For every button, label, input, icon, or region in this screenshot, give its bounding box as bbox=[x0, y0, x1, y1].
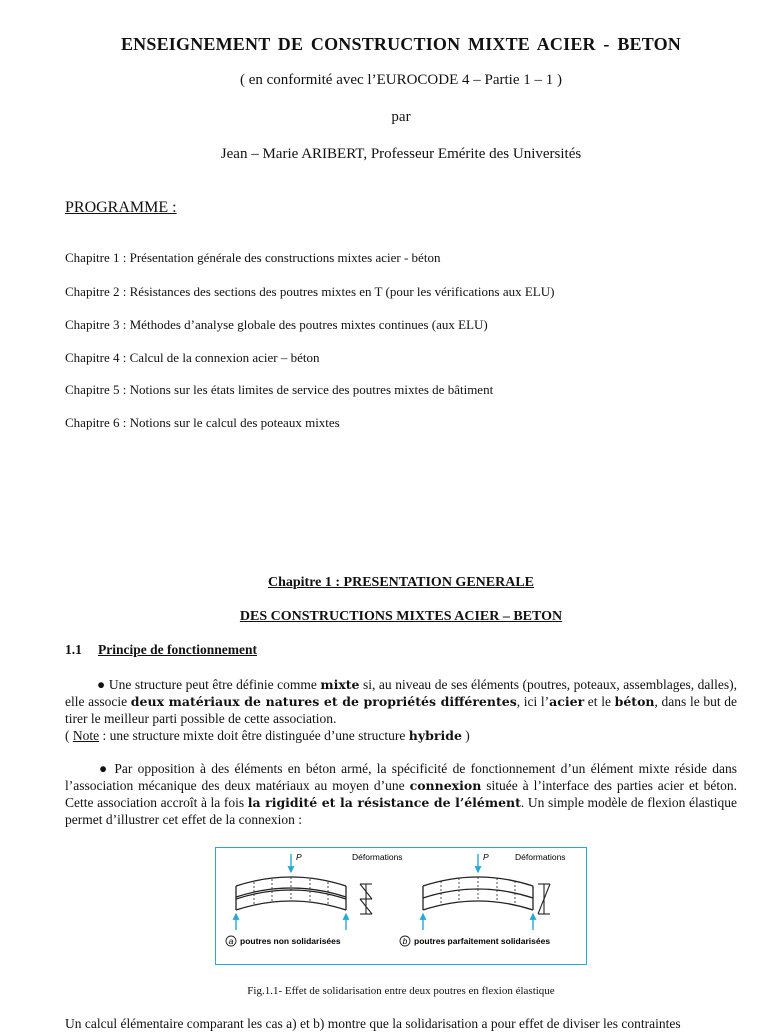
deformation-label-b: Déformations bbox=[515, 852, 566, 862]
section-title: Principe de fonctionnement bbox=[98, 642, 257, 657]
deformation-label-a: Déformations bbox=[352, 852, 403, 862]
caption-connected: poutres parfaitement solidarisées bbox=[414, 936, 551, 946]
paragraph-mixte-definition: ● Une structure peut être définie comme mixte si, au niveau de ses éléments (poutres, poteaux, assemblages, dalles), elle associe deux matériaux de natures et de propriétés différentes, ici l’acier et le béton, dans le but de tirer le meilleur parti possible de cette association. bbox=[65, 677, 737, 726]
strain-diagram-connected bbox=[538, 884, 550, 914]
load-label-b: P bbox=[483, 852, 489, 862]
strain-diagram-unconnected bbox=[360, 884, 372, 914]
caption-unconnected: poutres non solidarisées bbox=[240, 936, 341, 946]
chapter-subtitle: DES CONSTRUCTIONS MIXTES ACIER – BETON bbox=[239, 609, 563, 624]
load-label-a: P bbox=[296, 852, 302, 862]
support-arrows bbox=[236, 914, 346, 930]
svg-text:b: b bbox=[402, 936, 408, 946]
chapter-list-item: Chapitre 3 : Méthodes d’analyse globale des poutres mixtes continues (aux ELU) bbox=[65, 317, 488, 332]
beam-pair-connected bbox=[423, 877, 533, 910]
chapter-list-item: Chapitre 1 : Présentation générale des constructions mixtes acier - béton bbox=[65, 250, 441, 265]
by-line: par bbox=[391, 109, 411, 125]
section-heading bbox=[65, 642, 257, 658]
paragraph-connexion: ● Par opposition à des éléments en béton armé, la spécificité de fonctionnement d’un élément mixte réside dans l’association mécanique des deux matériaux au moyen d’une connexion située à l’interface des parties acier et béton. Cette association accroît à la fois la rigidité et la résistance de l’élément. Un simple modèle de flexion élastique permet d’illustrer cet effet de la connexion : bbox=[65, 761, 738, 827]
section-number: 1.1 bbox=[65, 642, 82, 657]
support-arrows bbox=[423, 914, 533, 930]
document-title: ENSEIGNEMENT DE CONSTRUCTION MIXTE ACIER - BETON bbox=[120, 34, 682, 54]
chapter-title: Chapitre 1 : PRESENTATION GENERALE bbox=[267, 575, 535, 590]
svg-text:a: a bbox=[228, 936, 234, 946]
note-label: Note bbox=[72, 728, 100, 743]
chapter-list-item: Chapitre 4 : Calcul de la connexion acier – béton bbox=[65, 350, 320, 365]
chapter-list-item: Chapitre 6 : Notions sur le calcul des poteaux mixtes bbox=[65, 415, 340, 430]
note-paragraph: ( Note : une structure mixte doit être distinguée d’une structure hybride ) bbox=[65, 728, 470, 743]
figure-diagram bbox=[216, 848, 586, 964]
author-line: Jean – Marie ARIBERT, Professeur Emérite des Universités bbox=[220, 146, 582, 162]
document-subtitle: ( en conformité avec l’EUROCODE 4 – Partie 1 – 1 ) bbox=[240, 72, 562, 88]
figure-caption: Fig.1.1- Effet de solidarisation entre deux poutres en flexion élastique bbox=[247, 985, 555, 997]
chapter-list-item: Chapitre 2 : Résistances des sections des poutres mixtes en T (pour les vérifications aux ELU) bbox=[65, 284, 555, 299]
chapter-list-item: Chapitre 5 : Notions sur les états limites de service des poutres mixtes de bâtiment bbox=[65, 382, 494, 397]
programme-heading: PROGRAMME : bbox=[65, 199, 177, 216]
figure-bending-beams bbox=[215, 847, 587, 965]
paragraph-cutoff: Un calcul élémentaire comparant les cas a) et b) montre que la solidarisation a pour effet de diviser les contraintes bbox=[65, 1016, 681, 1031]
beam-pair-unconnected bbox=[236, 877, 346, 910]
